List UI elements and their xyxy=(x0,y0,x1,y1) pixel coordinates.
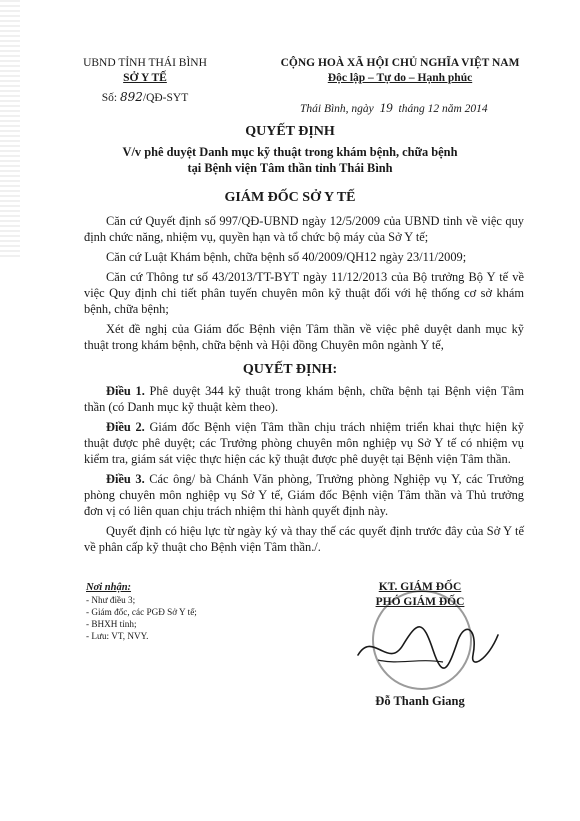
closing-clause: Quyết định có hiệu lực từ ngày ký và thay thế các quyết định trước đây của Sở Y tế về phân cấp kỹ thuật cho Bệnh viện Tâm thần./. xyxy=(84,524,524,554)
recipient-item: - Lưu: VT, NVY. xyxy=(86,631,149,641)
document-subject xyxy=(60,144,520,176)
article-1-label: Điều 1. xyxy=(106,384,145,398)
national-motto-block xyxy=(262,56,538,86)
recipient-item: - BHXH tỉnh; xyxy=(86,619,137,629)
handwritten-signature xyxy=(348,600,508,680)
document-number xyxy=(70,90,220,106)
recipients-block xyxy=(86,582,266,642)
article-1 xyxy=(84,383,524,415)
signature-line-1: KT. GIÁM ĐỐC xyxy=(378,581,462,593)
national-motto: CỘNG HOÀ XÃ HỘI CHỦ NGHĨA VIỆT NAM xyxy=(280,57,520,69)
recipients-heading: Nơi nhận: xyxy=(86,582,132,593)
article-2-label: Điều 2. xyxy=(106,420,145,434)
document-title: QUYẾT ĐỊNH xyxy=(245,124,335,139)
articles xyxy=(84,383,524,559)
article-2-text: Giám đốc Bệnh viện Tâm thần chịu trách nhiệm triển khai thực hiện kỹ thuật được phê duyệt; các Trưởng phòng chuyên môn nghiệp vụ Sở Y tế có nhiệm vụ kiểm tra, giám sát việc thực hiện các kỹ thuật được phê duyệt tại Bệnh viện Tâm thần. xyxy=(84,420,524,466)
article-1-text: Phê duyệt 344 kỹ thuật trong khám bệnh, chữa bệnh tại Bệnh viện Tâm thần (có Danh mục kỹ thuật kèm theo). xyxy=(84,384,524,414)
recipient-item: - Giám đốc, các PGĐ Sở Y tế; xyxy=(86,607,197,617)
article-3-label: Điều 3. xyxy=(106,472,145,486)
issuing-agency-block xyxy=(70,56,220,106)
recital-4: Xét đề nghị của Giám đốc Bệnh viện Tâm thần về việc phê duyệt danh mục kỹ thuật trong khám bệnh, chữa bệnh và Hội đồng Chuyên môn ngành Y tế, xyxy=(84,322,524,352)
article-3 xyxy=(84,471,524,519)
recital-1: Căn cứ Quyết định số 997/QĐ-UBND ngày 12/5/2009 của UBND tỉnh về việc quy định chức năng, nhiệm vụ, quyền hạn và tổ chức bộ máy của Sở Y tế; xyxy=(84,214,524,244)
article-3-text: Các ông/ bà Chánh Văn phòng, Trưởng phòng Nghiệp vụ Y, các Trưởng phòng chuyên môn nghiệp vụ Sở Y tế, Giám đốc Bệnh viện Tâm thần và Thủ trưởng đơn vị có liên quan chịu trách nhiệm thi hành quyết định này. xyxy=(84,472,524,518)
recital-2: Căn cứ Luật Khám bệnh, chữa bệnh số 40/2009/QH12 ngày 23/11/2009; xyxy=(106,250,467,264)
date-suffix: tháng 12 năm 2014 xyxy=(398,103,488,115)
recipient-item: - Như điều 3; xyxy=(86,595,136,605)
date-day-handwritten: 19 xyxy=(379,100,393,115)
issuing-authority: GIÁM ĐỐC SỞ Y TẾ xyxy=(224,190,356,205)
signature-line-2: PHÓ GIÁM ĐỐC xyxy=(375,596,465,608)
agency-name: UBND TỈNH THÁI BÌNH xyxy=(83,57,207,69)
number-prefix: Số: xyxy=(101,92,118,104)
handwritten-number: 892 xyxy=(119,90,143,104)
number-suffix: /QĐ-SYT xyxy=(142,92,189,104)
department-name: SỞ Y TẾ xyxy=(123,72,167,84)
subject-line-2: tại Bệnh viện Tâm thần tỉnh Thái Bình xyxy=(187,161,393,175)
signer-name: Đỗ Thanh Giang xyxy=(375,694,465,708)
national-slogan: Độc lập – Tự do – Hạnh phúc xyxy=(327,72,473,84)
recital-3: Căn cứ Thông tư số 43/2013/TT-BYT ngày 11/12/2013 của Bộ trưởng Bộ Y tế về việc Quy định chi tiết phân tuyến chuyên môn kỹ thuật đối với hệ thống cơ sở khám bệnh, chữa bệnh; xyxy=(84,270,524,316)
decision-heading: QUYẾT ĐỊNH: xyxy=(242,362,338,377)
issue-date xyxy=(300,100,540,116)
article-2 xyxy=(84,419,524,467)
date-prefix: Thái Bình, ngày xyxy=(300,103,374,115)
recitals xyxy=(84,213,524,357)
subject-line-1: V/v phê duyệt Danh mục kỹ thuật trong khám bệnh, chữa bệnh xyxy=(122,145,458,159)
